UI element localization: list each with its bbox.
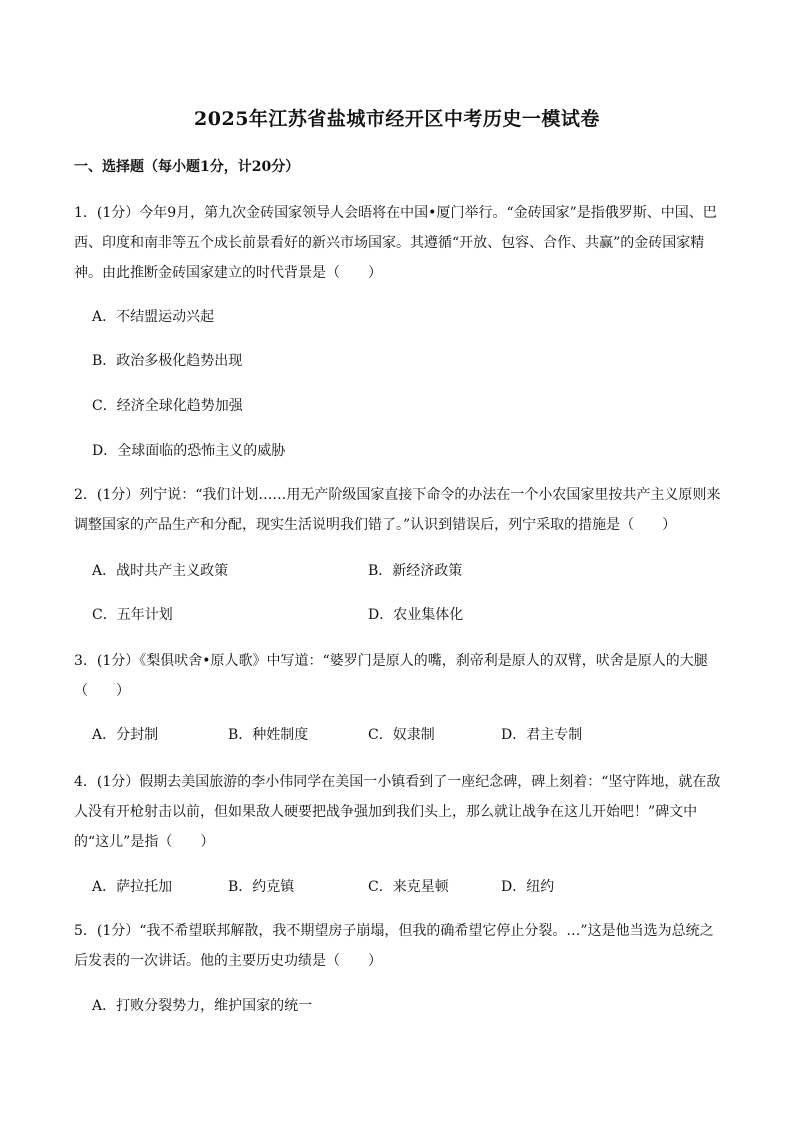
question-1-option-b[interactable]: B．政治多极化趋势出现 [92,353,243,369]
question-4-option-b[interactable]: B．约克镇 [228,879,295,895]
question-4-text: 4．(1分）假期去美国旅游的李小伟同学在美国一小镇看到了一座纪念碑，碑上刻着：“坚守阵地，就在敌人没有开枪射击以前，但如果敌人硬要把战争强加到我们头上，那么就让战争在这儿开始吧！”碑文中的“这儿”是指（ ） [74,774,721,850]
section-heading: 一、选择题（每小题1分，计20分） [74,159,300,175]
question-3-option-b[interactable]: B．种姓制度 [228,727,309,743]
question-2-option-a[interactable]: A．战时共产主义政策 [92,563,229,579]
question-1-option-d[interactable]: D．全球面临的恐怖主义的威胁 [92,443,286,459]
question-3-option-a[interactable]: A．分封制 [92,727,159,743]
exam-title: 2025年江苏省盐城市经开区中考历史一模试卷 [194,108,600,130]
question-4-option-d[interactable]: D．纽约 [501,879,555,895]
question-4-option-a[interactable]: A．萨拉托加 [92,879,173,895]
question-1-option-a[interactable]: A．不结盟运动兴起 [92,309,215,325]
question-5-text: 5．(1分）“我不希望联邦解散，我不期望房子崩塌，但我的确希望它停止分裂。…”这是他当选为总统之后发表的一次讲话。他的主要历史功绩是（ ） [74,923,714,969]
question-2-option-d[interactable]: D．农业集体化 [368,607,464,623]
question-1-option-c[interactable]: C．经济全球化趋势加强 [92,398,243,414]
question-5-option-a[interactable]: A．打败分裂势力，维护国家的统一 [92,998,313,1014]
question-3-text: 3．(1分）《梨俱吠舍•原人歌》中写道：“婆罗门是原人的嘴，刹帝利是原人的双臂，吠舍是原人的大腿（ ） [74,653,708,699]
question-4-option-c[interactable]: C．来克星顿 [368,879,449,895]
question-3-option-c[interactable]: C．奴隶制 [368,727,435,743]
question-2-text: 2．(1分）列宁说：“我们计划……用无产阶级国家直接下命令的办法在一个小农国家里按共产主义原则来调整国家的产品生产和分配，现实生活说明我们错了。”认识到错误后，列宁采取的措施是（ ） [74,487,721,533]
question-2-option-c[interactable]: C．五年计划 [92,607,173,623]
question-2-option-b[interactable]: B．新经济政策 [368,563,463,579]
question-1-text: 1．(1分）今年9月，第九次金砖国家领导人会晤将在中国•厦门举行。“金砖国家”是指俄罗斯、中国、巴西、印度和南非等五个成长前景看好的新兴市场国家。其遵循“开放、包容、合作、共赢”的金砖国家精神。由此推断金砖国家建立的时代背景是（ ） [74,205,717,281]
question-3-option-d[interactable]: D．君主专制 [501,727,583,743]
